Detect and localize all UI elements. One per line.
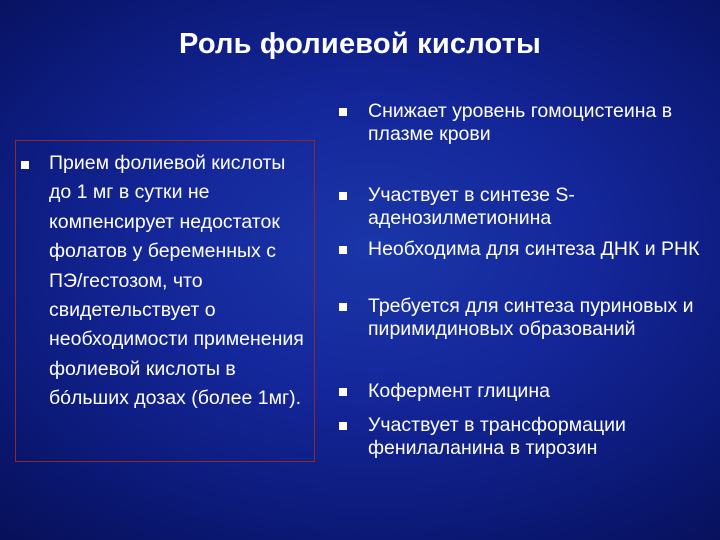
right-list-item-text: Требуется для синтеза пуриновых и пиримидиновых образований — [368, 295, 694, 340]
right-list-item — [368, 100, 713, 146]
left-list-item-text: Прием фолиевой кислоты до 1 мг в сутки не компенсирует недостаток фолатов у беременных с ПЭ/гестозом, что свидетельствует о необходимости применения фолиевой кислоты в бóльших дозах (более 1мг). — [49, 152, 304, 410]
right-list-item-text: Кофермент глицина — [368, 380, 550, 402]
right-list-item — [368, 184, 713, 230]
square-bullet-icon — [339, 303, 347, 311]
square-bullet-icon — [339, 422, 347, 430]
right-list-item — [368, 414, 713, 460]
square-bullet-icon — [339, 246, 347, 254]
square-bullet-icon — [21, 161, 29, 169]
square-bullet-icon — [339, 108, 347, 116]
right-list-item-text: Участвует в трансформации фенилаланина в тирозин — [368, 414, 626, 459]
right-list-item — [368, 380, 713, 403]
slide-title: Роль фолиевой кислоты — [179, 28, 541, 60]
right-list-item — [368, 238, 713, 261]
right-list-item-text: Снижает уровень гомоцистеина в плазме крови — [368, 100, 673, 145]
left-list-item — [49, 149, 311, 414]
left-text-box — [15, 140, 315, 462]
right-list-item-text: Необходима для синтеза ДНК и РНК — [368, 238, 700, 260]
right-list-item-text: Участвует в синтезе S-аденозилметионина — [368, 184, 575, 229]
right-list-item — [368, 295, 713, 341]
square-bullet-icon — [339, 388, 347, 396]
square-bullet-icon — [339, 192, 347, 200]
